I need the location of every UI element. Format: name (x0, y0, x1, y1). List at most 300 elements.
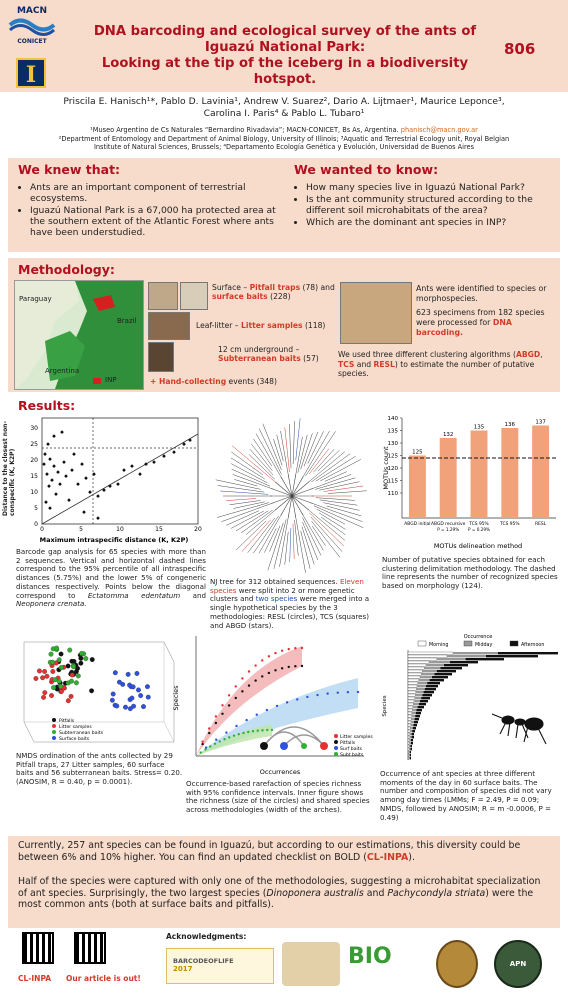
nmds-point (53, 677, 58, 682)
rarefaction-point (294, 647, 296, 649)
rarefaction-caption: Occurrence-based rarefaction of species richness with 95% confidence intervals. Inner figure shows the richness (size of the circles) and shared species across methodologies (width of the arches). (186, 779, 370, 815)
nmds-point (59, 652, 64, 657)
gap-ytick-label: 10 (30, 489, 38, 496)
occ-bar-morning (408, 658, 437, 660)
gap-point (122, 468, 126, 472)
rare-legend-marker (334, 734, 338, 738)
nmds-point (113, 670, 118, 675)
occ-bar-afternoon (415, 718, 419, 720)
occ-bar-midday (410, 742, 412, 744)
occ-bar-morning (408, 757, 409, 759)
rarefaction-point (301, 665, 303, 667)
rarefaction-point (268, 655, 270, 657)
occ-bar-midday (437, 658, 466, 660)
nmds-point (42, 669, 47, 674)
rarefaction-point (268, 672, 270, 674)
occ-bar-midday (426, 664, 444, 666)
occ-bar-midday (415, 697, 422, 699)
occ-bar-midday (410, 736, 412, 738)
rarefaction-point (271, 729, 273, 731)
rarefaction-point (281, 667, 283, 669)
conclusion-text-2: Half of the species were captured with only one of the methodologies, suggesting a microhabitat specialization of ant species. Surprisingly, the two largest species (Dinoponera australis and Pachycondyla striata) were the most common ants (both at surface baits and pitfalls). (18, 876, 541, 910)
occ-bar-morning (408, 739, 410, 741)
gap-point (96, 516, 100, 520)
list-item: • Which are the dominant ant species in INP? (306, 217, 556, 228)
gap-xtick-label: 0 (40, 526, 44, 533)
map-label-brazil: Brazil (117, 317, 137, 325)
occ-bar-morning (408, 688, 416, 690)
rarefaction-point (248, 670, 250, 672)
rarefaction-point (228, 736, 230, 738)
rarefaction-point (276, 705, 278, 707)
ack-heading: Acknowledgments: (166, 932, 247, 941)
rarefaction-point (306, 696, 308, 698)
gap-ytick-label: 30 (30, 425, 38, 432)
occ-bar-morning (408, 721, 411, 723)
occ-bar-morning (408, 724, 411, 726)
nj-tree (208, 406, 376, 576)
rarefaction-point (247, 731, 249, 733)
occ-bar-morning (408, 664, 426, 666)
occ-legend-swatch (510, 641, 518, 646)
gap-caption: Barcode gap analysis for 65 species with more than 2 sequences. Vertical and horizontal dashed lines correspond to the 95% percentile of all intraspecific distances (5.75%) and the lower 5% of congeneric distances respectively. Points below the diagonal correspond to Ectatomma edentatum and Neoponera crenata. (16, 547, 206, 609)
occ-bar-midday (417, 685, 426, 687)
subterranean-photo (148, 342, 174, 372)
occ-bar-morning (408, 751, 409, 753)
motu-ytick-label: 130 (387, 441, 398, 447)
motu-category-sublabel: P = 0.29% (468, 527, 490, 532)
occ-bar-morning (408, 667, 424, 669)
gap-point (58, 482, 62, 486)
rarefaction-point (201, 741, 203, 743)
nmds-point (123, 705, 128, 710)
gap-point (60, 430, 64, 434)
university-logo: I (16, 58, 46, 88)
nmds-point (37, 669, 42, 674)
gap-point (43, 452, 47, 456)
occ-bar-midday (410, 730, 412, 732)
tree-branch (226, 499, 256, 501)
occ-bar-morning (408, 682, 418, 684)
rarefaction-point (215, 722, 217, 724)
occ-bar-afternoon (427, 682, 440, 684)
nmds-point (66, 664, 71, 669)
nj-caption: NJ tree for 312 obtained sequences. Eleven species were split into 2 or more genetic clusters and two species were merged into a single hypothetical species by the 3 methodologies: RESL (circles), TCS (squares) and ABGD (stars). (210, 577, 370, 630)
motu-bar-chart (378, 408, 560, 558)
nmds-point (74, 680, 79, 685)
occ-bar-afternoon (415, 715, 420, 717)
motu-category-label: TCS 95% (469, 522, 489, 527)
nmds-legend-marker (52, 724, 56, 728)
motu-ytick-label: 115 (387, 478, 398, 485)
occ-bar-morning (408, 673, 421, 675)
tree-branch (312, 521, 340, 557)
nmds-point (141, 704, 146, 709)
gap-point (50, 478, 54, 482)
nmds-point (126, 672, 131, 677)
rarefaction-point (221, 704, 223, 706)
occ-legend-label: Morning (429, 643, 449, 648)
nmds-point (146, 695, 151, 700)
gap-point (47, 484, 51, 488)
gap-point (80, 462, 84, 466)
poster-title: DNA barcoding and ecological survey of the ants of Iguazú National Park: Looking at the tip of the iceberg in a biodiversity hotspot. (93, 24, 477, 87)
tree-branch (307, 509, 345, 540)
occ-bar-midday (416, 688, 424, 690)
bold-checklist-link[interactable]: CL-INPA (366, 851, 409, 863)
occ-bar-morning (408, 745, 409, 747)
gap-ytick-label: 0 (34, 521, 38, 528)
occ-bar-afternoon (432, 676, 448, 678)
tree-branch (327, 506, 362, 516)
rare-legend-label: Surf baits (340, 747, 362, 752)
rarefaction-point (274, 652, 276, 654)
gap-point (46, 442, 50, 446)
occ-bar-midday (422, 670, 436, 672)
rarefaction-point (261, 659, 263, 661)
tree-branch (285, 427, 290, 472)
rarefaction-point (326, 692, 328, 694)
occ-bar-afternoon (410, 754, 411, 756)
knew-list (18, 182, 280, 239)
occ-bar-afternoon (437, 670, 456, 672)
nmds-point (145, 684, 150, 689)
litter-photo (148, 312, 190, 340)
occ-bar-afternoon (434, 673, 452, 675)
occ-bar-midday (415, 694, 422, 696)
motu-bar (471, 431, 488, 519)
rarefaction-point (235, 685, 237, 687)
gap-point (67, 498, 71, 502)
nmds-point (51, 669, 56, 674)
gap-ytick-label: 20 (30, 457, 38, 464)
occ-bar-morning (408, 754, 409, 756)
occ-bar-afternoon (410, 757, 411, 759)
rare-legend-label: Subt baits (340, 753, 364, 758)
nmds-point (49, 693, 54, 698)
occ-bar-afternoon (444, 664, 468, 666)
museum-logo (436, 940, 478, 988)
barcode-gap-chart (14, 414, 204, 544)
nmds-legend-marker (52, 718, 56, 722)
nmds-point (34, 676, 39, 681)
occ-bar-midday (410, 739, 412, 741)
gap-point (70, 468, 74, 472)
nmds-caption: NMDS ordination of the ants collected by 29 Pitfall traps, 27 Litter samples, 60 surface baits and 56 subterranean baits. Stress= 0.20. (ANOSIM, R = 0.40, p = 0.0001). (16, 751, 183, 787)
tree-branch (316, 456, 356, 481)
nmds-point (110, 698, 115, 703)
occ-bar-morning (408, 727, 410, 729)
nmds-point (89, 688, 94, 693)
occ-bar-midday (411, 721, 414, 723)
methods-heading: Methodology: (18, 262, 115, 277)
method-identification: Ants were identified to species or morphospecies. 623 specimens from 182 species were processed for DNA barcoding. (416, 284, 547, 337)
nmds-point (111, 692, 116, 697)
nmds-point (90, 657, 95, 662)
tree-branch (233, 474, 273, 489)
tree-branch (320, 500, 358, 505)
rarefaction-point (254, 679, 256, 681)
gap-point (44, 500, 48, 504)
tree-branch (293, 421, 295, 464)
occ-bar-midday (413, 706, 418, 708)
method-hand: + Hand-collecting events (348) (150, 377, 277, 386)
gap-diagonal (42, 434, 198, 524)
rarefaction-point (281, 650, 283, 652)
gap-ytick-label: 15 (30, 473, 38, 480)
motu-bar-value: 136 (504, 422, 516, 428)
method-litter: Leaf-litter – Litter samples (118) (196, 321, 326, 330)
list-item: • Ants are an important component of terrestrial ecosystems. (30, 182, 280, 204)
occ-bar-morning (408, 748, 409, 750)
occ-bar-midday (416, 691, 424, 693)
gap-point (138, 472, 142, 476)
rarefaction-point (337, 691, 339, 693)
occ-bar-midday (418, 682, 428, 684)
nmds-chart (14, 632, 184, 750)
occ-bar-midday (412, 712, 416, 714)
occ-bar-midday (424, 667, 440, 669)
macn-logo: MACN CONICET (6, 6, 58, 50)
rare-xlabel: Occurrences (259, 768, 301, 776)
tree-branch (328, 491, 367, 494)
occ-bar-midday (409, 748, 410, 750)
rarefaction-point (261, 729, 263, 731)
gap-ylabel: Distance to the closest non-conspecific (K, K2P) (2, 421, 16, 516)
occ-bar-midday (409, 757, 410, 759)
motu-bar-value: 125 (412, 449, 423, 456)
occ-legend-label: Midday (475, 643, 493, 648)
occ-bar-afternoon (419, 703, 426, 705)
nmds-legend-label: Pitfalls (59, 719, 75, 724)
nmds-legend-label: Surface baits (59, 737, 90, 742)
tree-branch (274, 519, 286, 568)
occ-bar-afternoon (414, 721, 418, 723)
occ-bar-afternoon (412, 736, 414, 738)
tree-branch (232, 469, 270, 486)
wanted-list (294, 182, 556, 229)
occ-bar-morning (408, 694, 415, 696)
nmds-point (67, 648, 72, 653)
occ-bar-morning (408, 715, 412, 717)
rarefaction-point (223, 738, 225, 740)
occ-bar-afternoon (430, 679, 444, 681)
occ-bar-midday (414, 700, 420, 702)
rare-legend-label: Litter samples (340, 735, 373, 740)
gap-point (52, 464, 56, 468)
occ-bar-afternoon (410, 751, 411, 753)
occ-bar-midday (409, 745, 410, 747)
occ-bar-afternoon (416, 712, 421, 714)
rare-legend-marker (334, 752, 338, 756)
nmds-point (117, 680, 122, 685)
rare-ylabel: Species (172, 685, 180, 711)
tree-branch (313, 449, 334, 472)
nmds-legend-label: Subterranean baits (59, 731, 104, 736)
qr-code-checklist[interactable] (22, 932, 54, 964)
motu-bar-value: 132 (442, 432, 454, 438)
gap-point (172, 450, 176, 454)
occ-bar-morning (408, 706, 413, 708)
gap-xlabel: Maximum intraspecific distance (K, K2P) (39, 536, 189, 544)
occ-bar-afternoon (413, 727, 416, 729)
gap-point (84, 476, 88, 480)
nmds-point (59, 665, 64, 670)
nmds-point (57, 658, 62, 663)
nmds-point (69, 679, 74, 684)
rarefaction-point (219, 740, 221, 742)
map-label-argentina: Argentina (45, 367, 80, 375)
occ-bar-morning (408, 679, 419, 681)
motu-ytick-label: 140 (387, 416, 398, 422)
rare-legend-marker (334, 740, 338, 744)
motu-ytick-label: 110 (387, 491, 398, 497)
gap-point (96, 494, 100, 498)
nmds-point (74, 669, 79, 674)
occ-bar-afternoon (412, 733, 414, 735)
occurrence-chart (378, 632, 560, 762)
occ-bar-morning (408, 697, 415, 699)
nature-logo (282, 942, 340, 986)
occ-bar-afternoon (421, 697, 430, 699)
nmds-point (84, 656, 89, 661)
motu-bar (409, 456, 426, 519)
nmds-point (71, 664, 76, 669)
nmds-point (70, 659, 75, 664)
map-label-inp: INP (105, 376, 117, 384)
bait-photo (180, 282, 208, 310)
gap-point (88, 490, 92, 494)
qr-code-article[interactable] (74, 932, 106, 964)
nmds-point (115, 704, 120, 709)
nmds-point (51, 685, 56, 690)
rarefaction-point (347, 691, 349, 693)
tree-branch (319, 513, 345, 529)
nmds-point (76, 674, 81, 679)
occurrence-caption: Occurrence of ant species at three different moments of the day in 60 surface baits. The number and composition of species did not vary among day times (LMMs; F = 2.49, P = 0.09; NMDS, followed by ANOSIM; R = m -0.0006, P = 0.49) (380, 769, 552, 822)
nmds-point (136, 688, 141, 693)
rarefaction-point (257, 729, 259, 731)
rarefaction-point (228, 694, 230, 696)
gap-point (116, 482, 120, 486)
nmds-point (79, 661, 84, 666)
nmds-point (45, 674, 50, 679)
gap-point (52, 434, 56, 438)
rarefaction-point (288, 666, 290, 668)
rare-legend-marker (334, 746, 338, 750)
method-subterranean: 12 cm underground – Subterranean baits (57) (218, 345, 319, 363)
list-item: • How many species live in Iguazú National Park? (306, 182, 556, 193)
tree-branch (234, 479, 257, 486)
authors: Priscila E. Hanisch¹*, Pablo D. Lavinia¹, Andrew V. Suarez², Dario A. Lijtmaer¹, Maurice Leponce³, Carolina I. Paris⁴ & Pablo L. Tubaro¹ (63, 96, 505, 119)
occ-legend-swatch (418, 641, 426, 646)
motu-bar-value: 137 (535, 419, 546, 426)
occ-bar-midday (410, 733, 412, 735)
occ-bar-afternoon (411, 742, 413, 744)
rarefaction-point (248, 684, 250, 686)
rarefaction-point (252, 730, 254, 732)
gap-point (45, 472, 49, 476)
occ-bar-midday (411, 718, 414, 720)
nmds-point (50, 660, 55, 665)
occ-bar-afternoon (422, 694, 432, 696)
gap-point (188, 438, 192, 442)
rarefaction-point (245, 719, 247, 721)
rarefaction-point (208, 732, 210, 734)
tree-branch (271, 488, 292, 496)
occ-bar-morning (408, 712, 412, 714)
tree-branch (285, 532, 288, 565)
occ-bar-afternoon (413, 724, 417, 726)
gap-ytick-label: 5 (34, 505, 38, 512)
occ-bar-midday (453, 652, 498, 654)
occ-bar-midday (420, 676, 432, 678)
occ-bar-afternoon (420, 700, 428, 702)
rarefaction-point (266, 729, 268, 731)
occ-bar-midday (409, 751, 410, 753)
tree-branch (241, 510, 273, 533)
nmds-point (58, 684, 63, 689)
motu-bar-value: 135 (473, 424, 485, 431)
email-link[interactable]: phanisch@macn.gov.ar (400, 126, 478, 134)
occ-bar-morning (408, 733, 410, 735)
rarefaction-point (238, 733, 240, 735)
occ-bar-afternoon (450, 661, 478, 663)
occ-bar-morning (408, 700, 414, 702)
tree-branch (259, 513, 282, 553)
nmds-point (70, 673, 75, 678)
tree-branch (253, 439, 271, 466)
wanted-heading: We wanted to know: (294, 162, 439, 177)
occ-bar-midday (412, 709, 416, 711)
occ-bar-midday (419, 679, 430, 681)
nmds-point (128, 706, 133, 711)
nmds-legend-label: Litter samples (59, 725, 92, 730)
gap-point (62, 460, 66, 464)
rarefaction-point (261, 675, 263, 677)
motu-bar (532, 426, 549, 519)
nmds-point (41, 695, 46, 700)
gap-point (108, 484, 112, 488)
rarefaction-point (256, 714, 258, 716)
nmds-point (130, 696, 135, 701)
occ-bar-afternoon (411, 739, 413, 741)
occ-bar-afternoon (486, 655, 538, 657)
list-item: • Is the ant community structured according to the different soil microhabitats of the area? (306, 194, 556, 216)
tree-branch (263, 424, 282, 470)
occ-legend-swatch (464, 641, 472, 646)
tree-branch (292, 482, 309, 496)
rarefaction-point (357, 691, 359, 693)
nmds-point (135, 671, 140, 676)
gap-xtick-label: 10 (116, 526, 124, 533)
occ-bar-morning (408, 661, 429, 663)
occ-bar-morning (408, 652, 453, 654)
motu-bar (440, 438, 457, 518)
motu-category-label: TCS 95% (500, 522, 520, 527)
occ-bar-midday (447, 655, 486, 657)
rarefaction-point (241, 690, 243, 692)
gap-point (82, 510, 86, 514)
motu-caption: Number of putative species obtained for each clustering delimitation methodology. The dashed line represents the number of recognized species based on morphology (124). (382, 555, 558, 591)
knew-heading: We knew that: (18, 162, 121, 177)
nmds-point (69, 694, 74, 699)
rarefaction-point (225, 731, 227, 733)
occ-bar-midday (413, 703, 418, 705)
gap-point (72, 452, 76, 456)
tree-branch (230, 500, 261, 504)
pitfall-photo (148, 282, 178, 310)
